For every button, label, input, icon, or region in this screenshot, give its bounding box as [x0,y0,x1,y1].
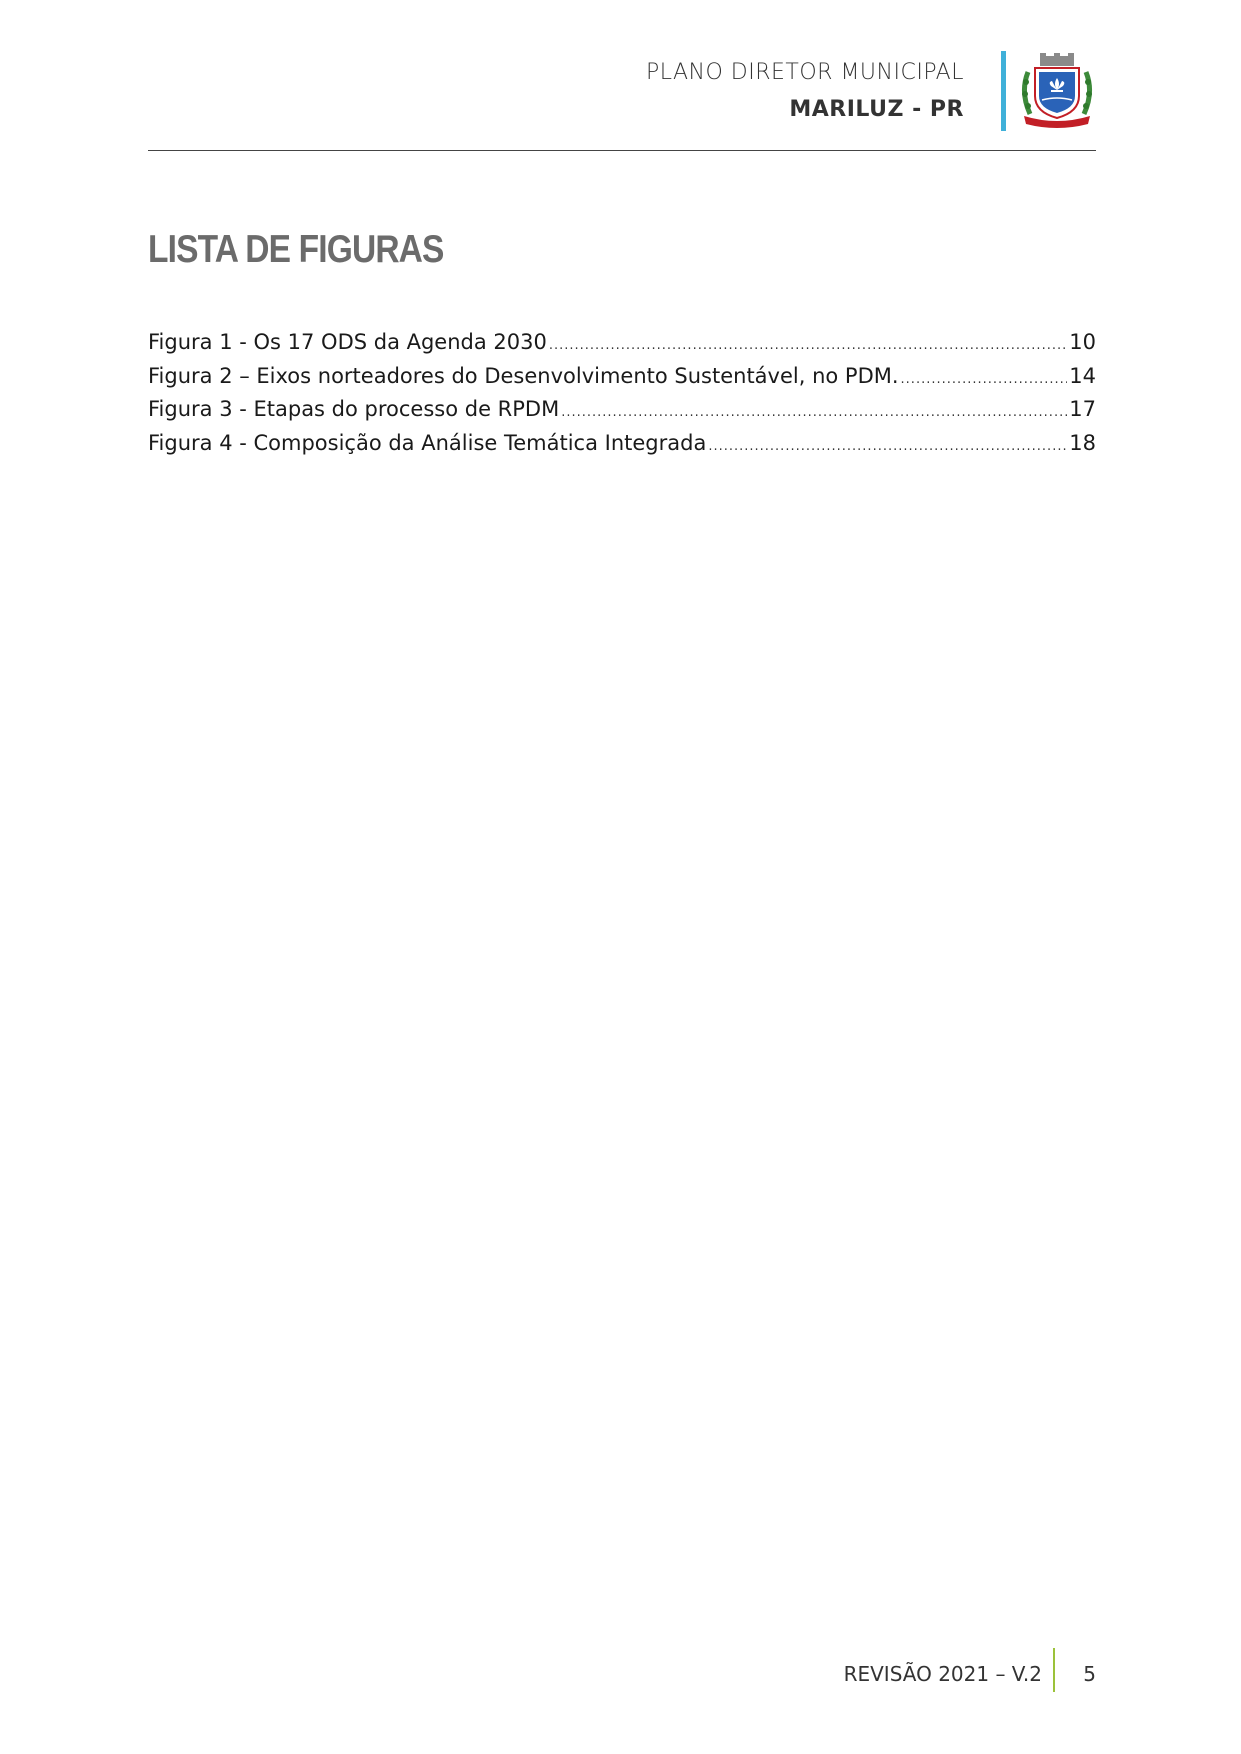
figure-page-number: 10 [1069,330,1096,354]
dot-leader [708,439,1067,454]
page-footer [148,1648,1096,1698]
header-accent-bar [1001,51,1006,131]
figure-page-number: 14 [1069,363,1096,388]
page-header [148,0,1096,152]
dot-leader [561,405,1067,420]
figure-label: Figura 4 - Composição da Análise Temática Integrada [148,430,707,455]
figure-label: Figura 3 - Etapas do processo de RPDM [148,397,560,421]
header-divider [148,150,1096,151]
header-plan-title: PLANO DIRETOR MUNICIPAL [645,60,964,85]
header-text [646,60,964,122]
figure-list-item[interactable] [148,431,1096,465]
dot-leader [901,372,1068,387]
dot-leader [549,338,1067,353]
coat-of-arms-icon [1018,52,1096,132]
figure-page-number: 17 [1069,397,1096,421]
revision-label: REVISÃO 2021 – V.2 [843,1662,1042,1686]
figure-list-item[interactable] [148,397,1096,431]
header-municipality: MARILUZ - PR [789,97,964,122]
footer-accent-bar [1053,1648,1055,1692]
figure-list-item[interactable] [148,330,1096,364]
figure-page-number: 18 [1069,430,1096,455]
page-title: LISTA DE FIGURAS [148,228,444,271]
figure-label: Figura 1 - Os 17 ODS da Agenda 2030 [148,330,547,354]
figure-list [148,330,1096,464]
figure-label: Figura 2 – Eixos norteadores do Desenvolvimento Sustentável, no PDM. [148,363,899,388]
page-number: 5 [1083,1662,1096,1686]
figure-list-item[interactable] [148,364,1096,398]
